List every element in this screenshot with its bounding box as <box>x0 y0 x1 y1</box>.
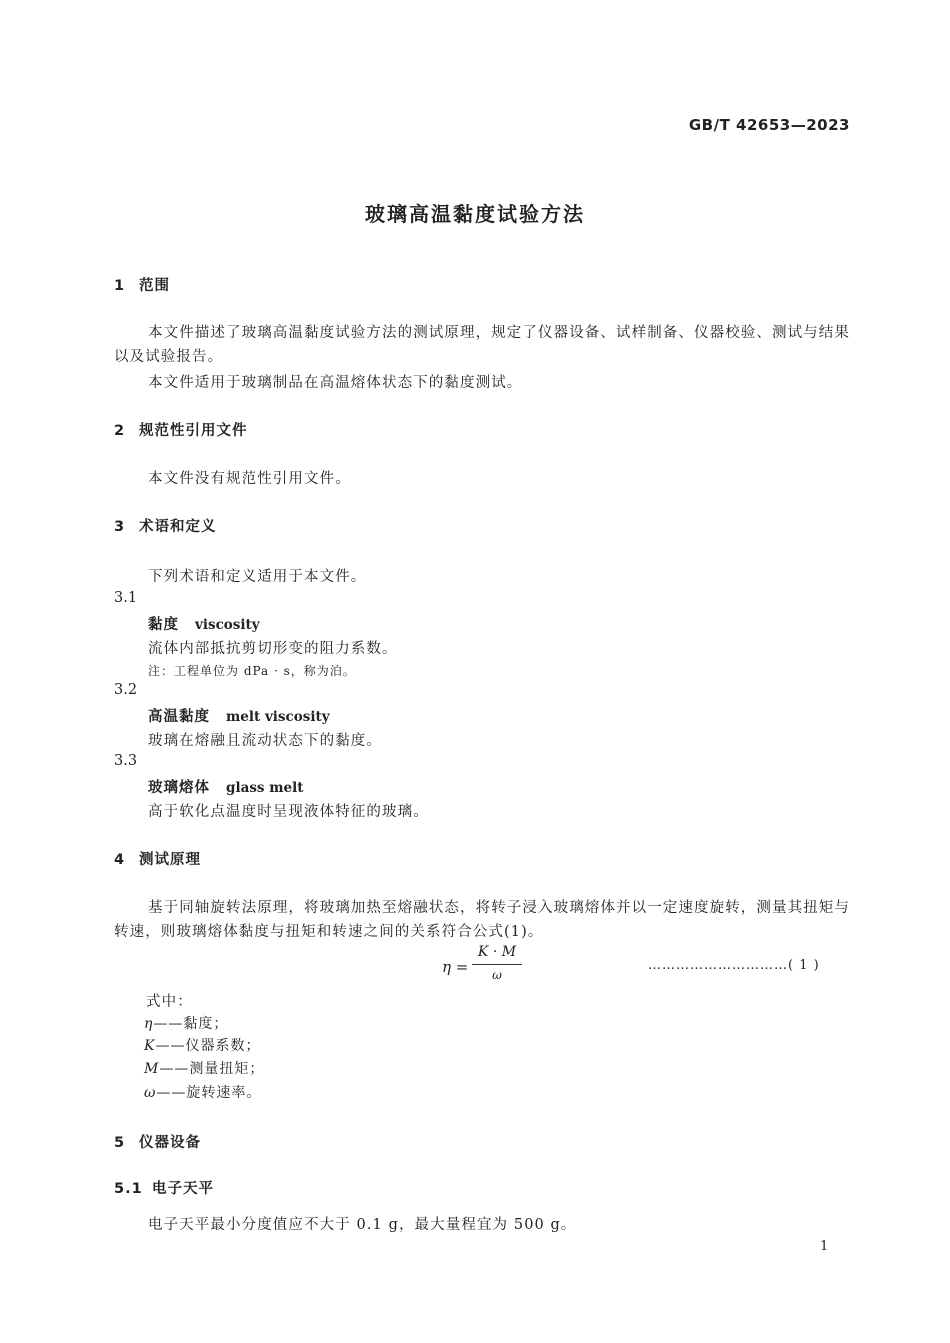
subsection-5-1-paragraph-1: 电子天平最小分度值应不大于 0.1 g，最大量程宜为 500 g。 <box>148 1217 577 1233</box>
paragraph-text: 基于同轴旋转法原理，将玻璃加热至熔融状态，将转子浸入玻璃熔体并以一定速度旋转，测量其扭矩与转速，则玻璃熔体黏度与扭矩和转速之间的关系符合公式(1)。 <box>114 900 850 940</box>
page-number: 1 <box>820 1239 829 1254</box>
section-number: 4 <box>114 852 126 868</box>
symbol: ω <box>144 1085 157 1101</box>
symbol-description: 仪器系数； <box>185 1038 261 1054</box>
section-title: 规范性引用文件 <box>139 423 248 439</box>
term-entry <box>148 776 303 797</box>
subsection-title: 电子天平 <box>152 1181 214 1197</box>
term-number: 3.1 <box>114 590 138 606</box>
formula-lhs: η = <box>442 958 469 976</box>
symbol-item <box>144 1035 260 1055</box>
symbol-dash: —— <box>159 1061 190 1077</box>
section-number: 1 <box>114 278 126 294</box>
formula-label <box>648 958 820 973</box>
symbol-description: 黏度； <box>183 1016 229 1032</box>
fraction-bar <box>472 964 522 965</box>
symbol-item <box>144 1058 264 1078</box>
term-entry <box>148 613 260 634</box>
symbol: K <box>144 1038 156 1054</box>
formula-denominator: ω <box>492 968 502 982</box>
where-label: 式中： <box>146 994 193 1010</box>
term-number: 3.2 <box>114 682 138 698</box>
term-english: glass melt <box>226 780 304 796</box>
symbol-item <box>144 1013 228 1033</box>
section-3-paragraph-1: 下列术语和定义适用于本文件。 <box>148 569 367 585</box>
term-number: 3.3 <box>114 753 138 769</box>
symbol: M <box>144 1061 160 1077</box>
symbol-description: 旋转速率。 <box>186 1085 262 1101</box>
term-chinese: 玻璃熔体 <box>148 780 210 796</box>
symbol-dash: —— <box>153 1016 184 1032</box>
term-english: melt viscosity <box>226 709 330 725</box>
term-definition: 流体内部抵抗剪切形变的阻力系数。 <box>148 641 398 657</box>
term-note: 注：工程单位为 dPa · s，称为泊。 <box>148 664 356 678</box>
term-definition: 高于软化点温度时呈现液体特征的玻璃。 <box>148 804 429 820</box>
symbol-description: 测量扭矩； <box>189 1061 265 1077</box>
subsection-number: 5.1 <box>114 1181 143 1197</box>
section-1-paragraph-2: 本文件适用于玻璃制品在高温熔体状态下的黏度测试。 <box>148 375 523 391</box>
section-2-paragraph-1: 本文件没有规范性引用文件。 <box>148 471 351 487</box>
term-definition: 玻璃在熔融且流动状态下的黏度。 <box>148 733 382 749</box>
section-5-heading <box>114 1131 201 1152</box>
section-title: 仪器设备 <box>139 1135 201 1151</box>
section-2-heading <box>114 419 248 440</box>
section-title: 范围 <box>139 278 170 294</box>
paragraph-text: 本文件描述了玻璃高温黏度试验方法的测试原理，规定了仪器设备、试样制备、仪器校验、测试与结果以及试验报告。 <box>114 325 850 365</box>
section-3-heading <box>114 515 217 536</box>
subsection-5-1-heading <box>114 1177 214 1198</box>
formula-numerator: K · M <box>477 944 517 960</box>
equation-number: ( 1 ) <box>788 958 820 973</box>
section-number: 2 <box>114 423 126 439</box>
section-4-paragraph-1 <box>114 896 850 944</box>
section-4-heading <box>114 848 201 869</box>
section-number: 5 <box>114 1135 126 1151</box>
symbol-item <box>144 1082 261 1102</box>
symbol-dash: —— <box>156 1085 187 1101</box>
section-number: 3 <box>114 519 126 535</box>
document-code: GB/T 42653—2023 <box>688 116 850 134</box>
leader-dots: ………………………… <box>648 958 788 973</box>
term-chinese: 黏度 <box>148 617 179 633</box>
term-english: viscosity <box>195 617 260 633</box>
section-1-heading <box>114 274 170 295</box>
term-entry <box>148 705 330 726</box>
section-1-paragraph-1 <box>114 321 850 369</box>
section-title: 测试原理 <box>139 852 201 868</box>
symbol: η <box>144 1016 154 1032</box>
document-title: 玻璃高温黏度试验方法 <box>365 202 585 226</box>
section-title: 术语和定义 <box>139 519 217 535</box>
symbol-dash: —— <box>155 1038 186 1054</box>
term-chinese: 高温黏度 <box>148 709 210 725</box>
